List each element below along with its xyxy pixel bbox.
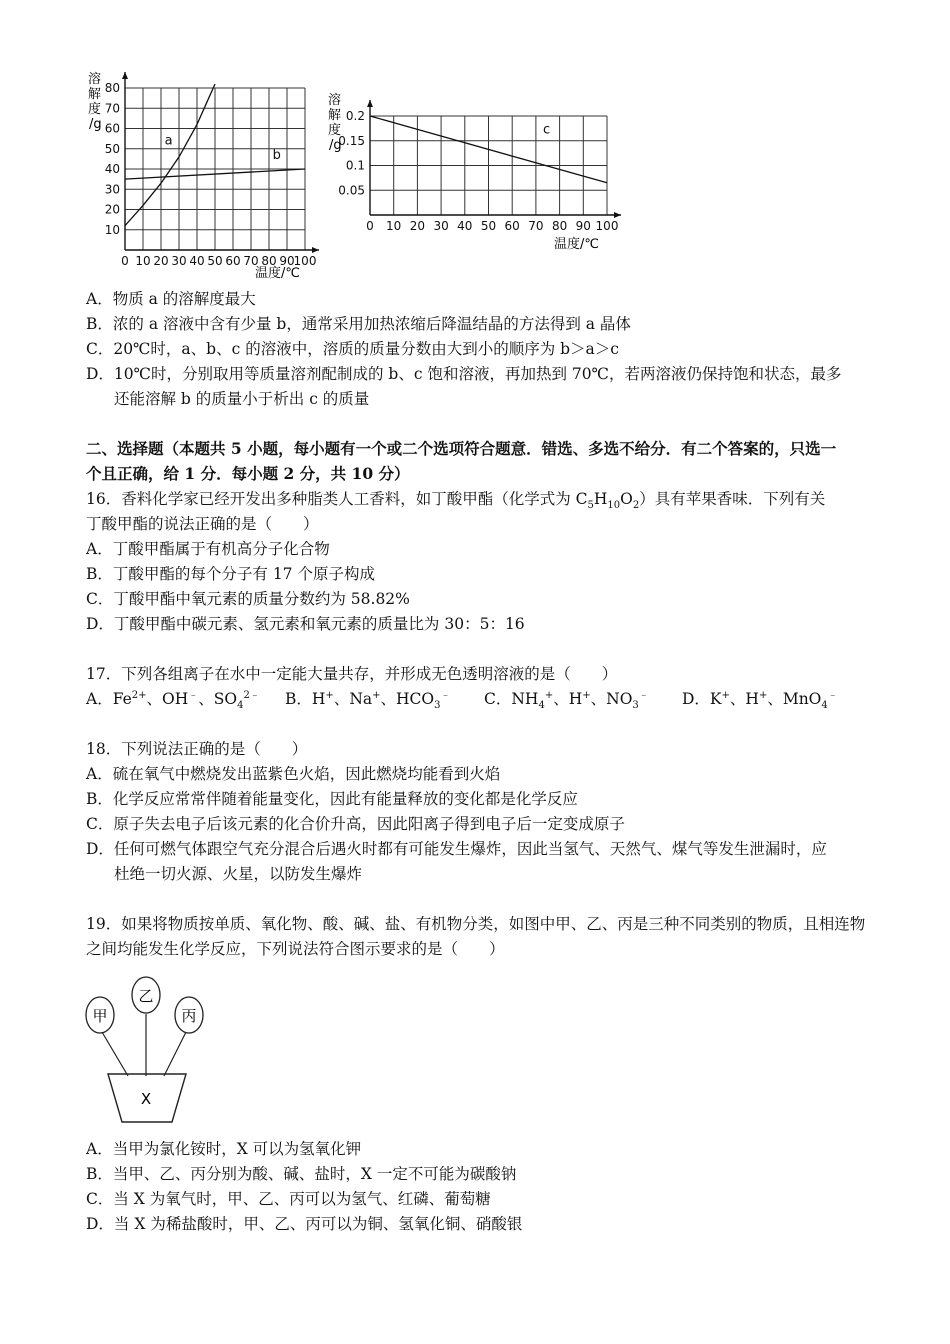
y-tick-label: 10 — [104, 222, 120, 237]
q19-option-a: A．当甲为氯化铵时，X 可以为氢氧化钾 — [86, 1140, 362, 1158]
q19-option-b: B．当甲、乙、丙分别为酸、碱、盐时，X 一定不可能为碳酸钠 — [86, 1165, 517, 1183]
flower-label-middle: 乙 — [138, 987, 154, 1005]
q16-stem: 16．香料化学家已经开发出多种脂类人工香料，如丁酸甲酯（化学式为 $C_5H_{10}O_2$）具有苹果香味．下列有关 — [86, 490, 826, 512]
chart-grid — [370, 116, 607, 215]
x-tick-label: 30 — [433, 219, 449, 233]
y-tick-label: 40 — [104, 162, 120, 176]
q15-option-a: A．物质 a 的溶解度最大 — [86, 290, 256, 308]
q16-option-b: B．丁酸甲酯的每个分子有 17 个原子构成 — [86, 565, 375, 583]
y-tick-label: 0.2 — [345, 109, 365, 123]
x-tick-label: 60 — [504, 219, 520, 233]
series-label-b: b — [272, 147, 281, 163]
y-axis-label-char: 解 — [328, 108, 342, 123]
x-tick-label: 80 — [261, 254, 277, 268]
x-tick-label: 30 — [171, 254, 187, 268]
chart-grid — [125, 88, 305, 250]
section-heading: 二、选择题（本题共 5 小题，每小题有一个或二个选项符合题意．错选、多选不给分．有二个答案的，只选一 — [86, 439, 837, 458]
y-tick-label: 60 — [104, 121, 120, 136]
x-tick-label: 70 — [243, 254, 259, 268]
q18-stem: 18．下列说法正确的是（ ） — [86, 740, 308, 758]
q16-option-d: D．丁酸甲酯中碳元素、氢元素和氧元素的质量比为 30：5：16 — [86, 615, 525, 633]
y-tick-label: 20 — [104, 202, 120, 217]
x-tick-label: 50 — [480, 219, 497, 233]
q17-stem: 17．下列各组离子在水中一定能大量共存，并形成无色透明溶液的是（ ） — [86, 665, 618, 683]
x-tick-label: 50 — [207, 254, 223, 268]
x-tick-label: 70 — [528, 219, 544, 233]
y-axis-label-char: /g — [89, 117, 102, 132]
q17-option-a: A．$Fe^{2+}$、OH﹣、$SO_4^{2﹣}$ — [86, 689, 260, 712]
x-tick-label: 20 — [409, 219, 426, 233]
q17-option-d: D．K+、H+、MnO$_4$﹣ — [682, 689, 838, 712]
stem-right — [164, 1032, 186, 1076]
y-tick-label: 50 — [104, 141, 120, 156]
section-heading-cont: 个且正确，给 1 分．每小题 2 分，共 10 分） — [86, 464, 410, 483]
x-tick-label: 100 — [293, 254, 317, 268]
y-tick-label: 0.15 — [338, 133, 365, 148]
flower-label-left: 甲 — [92, 1007, 108, 1025]
x-tick-label: 100 — [595, 219, 619, 233]
y-tick-label: 0.1 — [345, 158, 365, 173]
solubility-chart-ab — [80, 65, 330, 285]
q15-option-b: B．浓的 a 溶液中含有少量 b，通常采用加热浓缩后降温结晶的方法得到 a 晶体 — [86, 315, 631, 333]
q18-option-d: D．任何可燃气体跟空气充分混合后遇火时都有可能发生爆炸，因此当氢气、天然气、煤气等发生泄漏时，应 — [86, 840, 827, 858]
x-tick-label: 40 — [457, 219, 473, 233]
q19-stem-cont: 之间均能发生化学反应，下列说法符合图示要求的是（ ） — [86, 940, 505, 958]
y-axis-label-char: /g — [329, 138, 342, 153]
q19-option-d: D．当 X 为稀盐酸时，甲、乙、丙可以为铜、氢氧化铜、硝酸银 — [86, 1215, 523, 1233]
solubility-chart-c — [322, 88, 632, 258]
q18-option-d-cont: 杜绝一切火源、火星，以防发生爆炸 — [114, 865, 363, 883]
q17-option-b: B．H+、Na+、$HCO_3^﹣$ — [285, 689, 451, 712]
x-tick-label: 0 — [366, 219, 374, 233]
q15-option-d: D．10℃时，分别取用等质量溶剂配制成的 b、c 饱和溶液，再加热到 70℃，若两溶液仍保持饱和状态，最多 — [86, 365, 842, 383]
y-axis-label-char: 解 — [88, 87, 102, 102]
series-line-a — [125, 84, 215, 226]
x-tick-label: 90 — [575, 219, 591, 233]
q19-stem: 19．如果将物质按单质、氧化物、酸、碱、盐、有机物分类，如图中甲、乙、丙是三种不同类别的物质，且相连物 — [86, 915, 866, 933]
q19-option-c: C．当 X 为氧气时，甲、乙、丙可以为氢气、红磷、葡萄糖 — [86, 1190, 491, 1208]
series-label-c: c — [543, 122, 551, 138]
y-tick-label: 70 — [104, 101, 120, 116]
x-tick-label: 0 — [121, 254, 129, 268]
x-tick-label: 60 — [225, 254, 241, 268]
series-label-a: a — [164, 133, 173, 149]
x-tick-label: 10 — [386, 219, 402, 233]
y-axis-label-char: 度 — [88, 102, 102, 117]
y-axis-label-char: 溶 — [88, 72, 102, 87]
x-tick-label: 40 — [189, 254, 205, 268]
flowerpot-diagram — [80, 970, 220, 1130]
q18-option-b: B．化学反应常常伴随着能量变化，因此有能量释放的变化都是化学反应 — [86, 790, 578, 808]
y-tick-label: 80 — [104, 81, 120, 95]
x-tick-label: 80 — [551, 219, 568, 233]
pot-label: X — [140, 1090, 152, 1108]
x-axis-arrow — [614, 212, 621, 218]
q17-option-c: C．$NH_4^+$、H+、$NO_3^﹣$ — [484, 689, 649, 712]
q15-option-c: C．20℃时，a、b、c 的溶液中，溶质的质量分数由大到小的顺序为 b＞a＞c — [86, 340, 619, 358]
x-tick-label: 10 — [135, 254, 151, 268]
x-tick-label: 20 — [153, 254, 169, 268]
chart-axes — [122, 72, 319, 253]
q16-option-c: C．丁酸甲酯中氧元素的质量分数约为 58.82% — [86, 590, 410, 608]
flower-label-right: 丙 — [181, 1007, 197, 1025]
y-axis-label-char: 溶 — [328, 93, 342, 108]
q18-option-c: C．原子失去电子后该元素的化合价升高，因此阳离子得到电子后一定变成原子 — [86, 815, 625, 833]
y-axis-arrow — [367, 100, 373, 107]
x-tick-label: 90 — [279, 254, 295, 268]
x-axis-arrow — [312, 247, 319, 253]
y-tick-label: 0.05 — [338, 183, 365, 198]
x-axis-label: 温度/℃ — [554, 237, 599, 252]
q16-option-a: A．丁酸甲酯属于有机高分子化合物 — [86, 540, 330, 558]
q18-option-a: A．硫在氧气中燃烧发出蓝紫色火焰，因此燃烧均能看到火焰 — [86, 765, 501, 783]
q16-stem-cont: 丁酸甲酯的说法正确的是（ ） — [86, 515, 319, 533]
y-axis-arrow — [122, 72, 128, 79]
y-tick-label: 30 — [104, 182, 120, 197]
x-axis-label: 温度/℃ — [255, 266, 300, 281]
stem-left — [102, 1032, 128, 1076]
q15-option-d-cont: 还能溶解 b 的质量小于析出 c 的质量 — [114, 390, 370, 408]
y-axis-label-char: 度 — [328, 123, 342, 138]
